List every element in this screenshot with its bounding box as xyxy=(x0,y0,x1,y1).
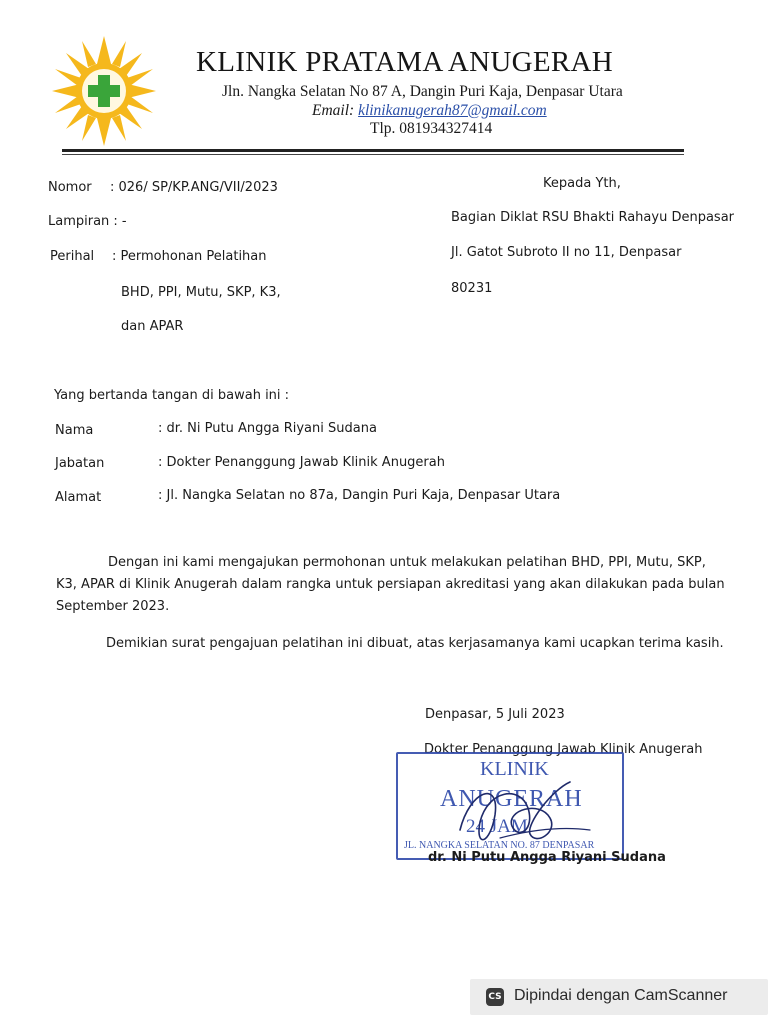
signer-intro: Yang bertanda tangan di bawah ini : xyxy=(54,388,290,403)
letterhead-divider-thin xyxy=(62,154,684,155)
alamat-label: Alamat xyxy=(55,490,102,505)
perihal-value-line2: BHD, PPI, Mutu, SKP, K3, xyxy=(121,285,281,300)
clinic-email-line xyxy=(312,102,547,120)
clinic-name: KLINIK PRATAMA ANUGERAH xyxy=(196,46,614,78)
recipient-line2: Jl. Gatot Subroto II no 11, Denpasar xyxy=(451,245,682,260)
recipient-line1: Bagian Diklat RSU Bhakti Rahayu Denpasar xyxy=(451,210,735,225)
signer-name: dr. Ni Putu Angga Riyani Sudana xyxy=(428,850,666,865)
email-label: Email: xyxy=(312,102,355,119)
perihal-value-line1: : Permohonan Pelatihan xyxy=(112,249,267,264)
nama-label: Nama xyxy=(55,423,94,438)
camscanner-badge xyxy=(470,979,768,1015)
stamp-line-4: JL. NANGKA SELATAN NO. 87 DENPASAR xyxy=(404,840,595,851)
nama-value: : dr. Ni Putu Angga Riyani Sudana xyxy=(158,421,377,436)
signer-position: Dokter Penanggung Jawab Klinik Anugerah xyxy=(424,742,703,757)
nomor-value: : 026/ SP/KP.ANG/VII/2023 xyxy=(110,180,278,195)
body-paragraph-2: Demikian surat pengajuan pelatihan ini dibuat, atas kerjasamanya kami ucapkan terima kasih. xyxy=(106,636,724,651)
body-paragraph-1: Dengan ini kami mengajukan permohonan untuk melakukan pelatihan BHD, PPI, Mutu, SKP, K3, APAR di Klinik Anugerah dalam rangka untuk persiapan akreditasi yang akan dilakukan pada bulan September 2023. xyxy=(56,555,725,614)
clinic-logo-sun-cross-icon xyxy=(52,36,156,146)
email-link[interactable]: klinikanugerah87@gmail.com xyxy=(358,102,547,119)
jabatan-label: Jabatan xyxy=(55,456,105,471)
stamp-line-2: ANUGERAH xyxy=(440,786,583,812)
letterhead-divider-thick xyxy=(62,149,684,152)
clinic-phone: Tlp. 081934327414 xyxy=(370,120,493,137)
stamp-line-3: 24 JAM xyxy=(466,816,528,837)
stamp-line-1: KLINIK xyxy=(480,758,549,780)
perihal-value-line3: dan APAR xyxy=(121,319,184,334)
jabatan-value: : Dokter Penanggung Jawab Klinik Anugerah xyxy=(158,455,445,470)
clinic-address: Jln. Nangka Selatan No 87 A, Dangin Puri Kaja, Denpasar Utara xyxy=(222,83,623,100)
handwritten-signature-icon xyxy=(440,760,610,860)
perihal-label: Perihal xyxy=(50,249,95,264)
alamat-value: : Jl. Nangka Selatan no 87a, Dangin Puri Kaja, Denpasar Utara xyxy=(158,488,561,503)
recipient-greeting: Kepada Yth, xyxy=(543,176,621,191)
recipient-postal-code: 80231 xyxy=(451,281,493,296)
camscanner-icon: CS xyxy=(486,988,504,1006)
nomor-label: Nomor xyxy=(48,180,92,195)
camscanner-label: Dipindai dengan CamScanner xyxy=(514,987,728,1004)
place-date: Denpasar, 5 Juli 2023 xyxy=(425,707,565,722)
lampiran-field: Lampiran : - xyxy=(48,214,127,229)
